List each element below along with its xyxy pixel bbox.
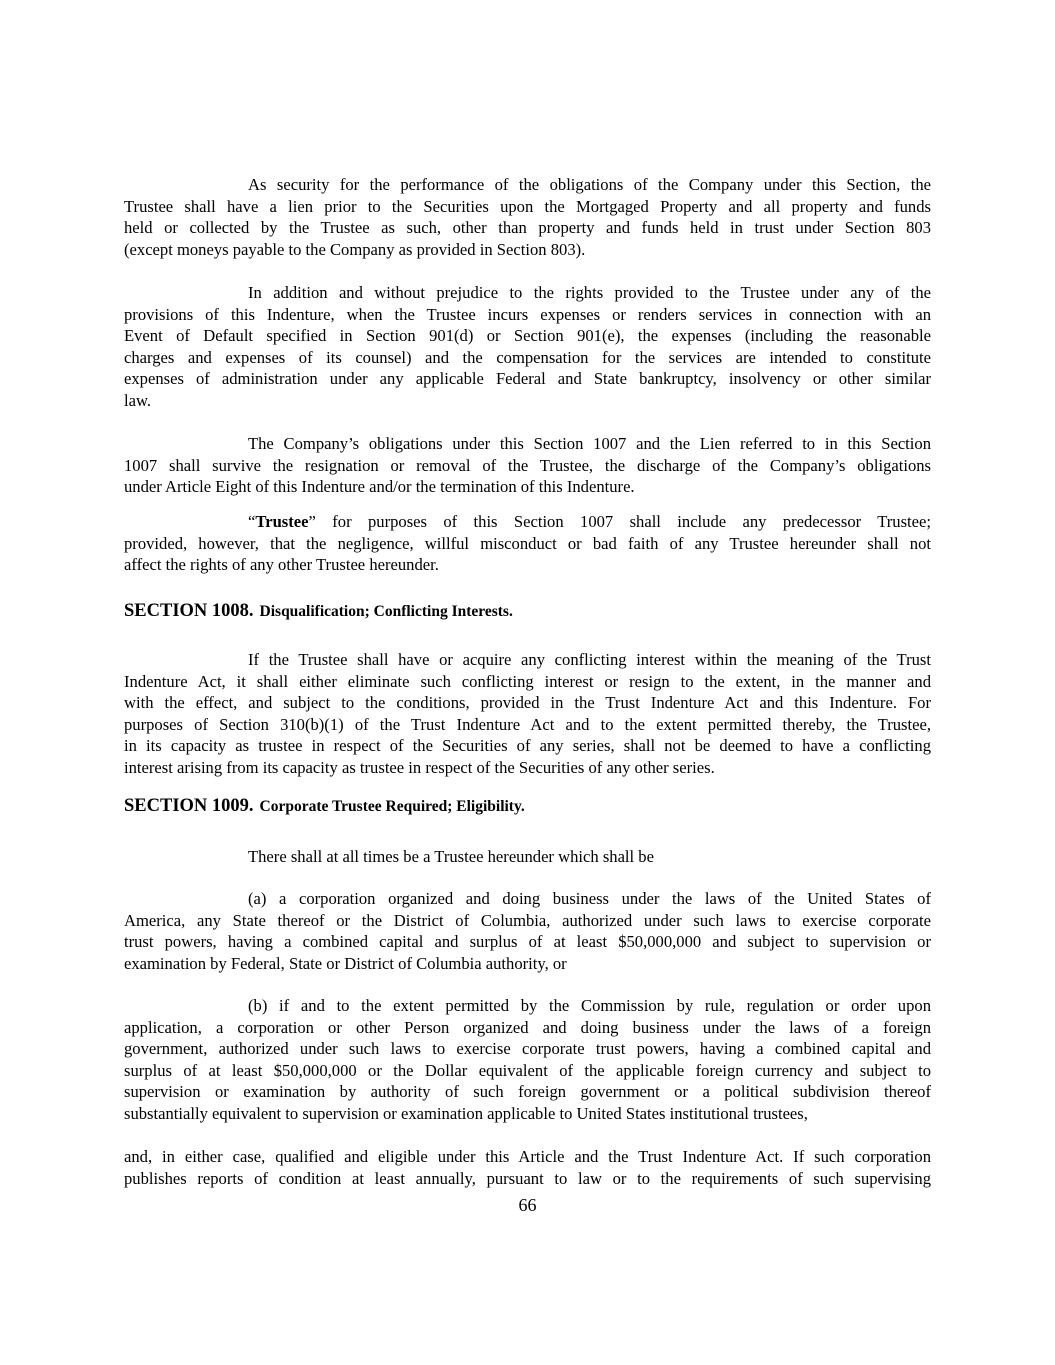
text-line-rest: ” for purposes of this Section 1007 shall include any predecessor Trustee; <box>308 512 931 531</box>
text-line: If the Trustee shall have or acquire any conflicting interest within the meaning of the Trust <box>248 650 931 669</box>
text-line: charges and expenses of its counsel) and the compensation for the services are intended to constitute <box>124 347 931 367</box>
text-line: law. <box>124 390 152 410</box>
section-title: Disqualification; Conflicting Interests. <box>259 603 513 620</box>
text-line: government, authorized under such laws to exercise corporate trust powers, having a combined capital and <box>124 1039 931 1059</box>
defined-term: Trustee <box>255 512 309 531</box>
text-line: As security for the performance of the obligations of the Company under this Section, the <box>248 175 931 194</box>
text-line: 1007 shall survive the resignation or removal of the Trustee, the discharge of the Company’s obligations <box>124 455 931 475</box>
text-line <box>124 511 931 533</box>
text-line: and, in either case, qualified and eligible under this Article and the Trust Indenture Act. If such corporation <box>124 1147 931 1166</box>
text-line: (b) if and to the extent permitted by the Commission by rule, regulation or order upon <box>248 996 931 1015</box>
text-line: provided, however, that the negligence, willful misconduct or bad faith of any Trustee hereunder shall not <box>124 533 931 553</box>
paragraph-clause-a <box>124 888 931 974</box>
paragraph-expenses-administration <box>124 282 931 412</box>
paragraph-continuation <box>124 533 931 576</box>
section-number: SECTION 1008. <box>124 601 254 621</box>
text-line: trust powers, having a combined capital and surplus of at least $50,000,000 and subject to supervision or <box>124 932 931 952</box>
text-line: application, a corporation or other Person organized and doing business under the laws of a foreign <box>124 1017 931 1037</box>
section-1009-heading <box>124 796 525 817</box>
text-line: There shall at all times be a Trustee hereunder which shall be <box>248 847 654 866</box>
text-line: substantially equivalent to supervision or examination applicable to United States institutional trustees, <box>124 1103 808 1123</box>
paragraph-eligibility <box>124 1146 931 1189</box>
paragraph-conflicting-interest <box>124 649 931 779</box>
text-line: surplus of at least $50,000,000 or the Dollar equivalent of the applicable foreign currency and subject to <box>124 1060 931 1080</box>
text-line: Event of Default specified in Section 901(d) or Section 901(e), the expenses (including the reasonable <box>124 326 931 346</box>
section-number: SECTION 1009. <box>124 796 254 816</box>
text-line: expenses of administration under any applicable Federal and State bankruptcy, insolvency or other similar <box>124 369 931 389</box>
text-line: interest arising from its capacity as trustee in respect of the Securities of any other series. <box>124 757 715 777</box>
text-line: (a) a corporation organized and doing business under the laws of the United States of <box>248 889 931 908</box>
quote-mark: “ <box>248 512 256 531</box>
paragraph-obligations-survive <box>124 433 931 498</box>
text-line: publishes reports of condition at least annually, pursuant to law or to the requirements of such supervising <box>124 1168 931 1188</box>
section-title: Corporate Trustee Required; Eligibility. <box>259 798 525 815</box>
text-line: supervision or examination by authority of such foreign government or a political subdivision thereof <box>124 1082 931 1102</box>
text-line: The Company’s obligations under this Section 1007 and the Lien referred to in this Section <box>248 434 931 453</box>
text-line: examination by Federal, State or District of Columbia authority, or <box>124 953 567 973</box>
text-line: under Article Eight of this Indenture and/or the termination of this Indenture. <box>124 477 635 497</box>
text-line: in its capacity as trustee in respect of the Securities of any series, shall not be deemed to have a conflicting <box>124 736 931 756</box>
section-1008-heading <box>124 601 513 622</box>
paragraph-trustee-definition <box>124 511 931 576</box>
paragraph-clause-b <box>124 995 931 1125</box>
page-number: 66 <box>518 1195 537 1215</box>
paragraph-lien-security <box>124 174 931 260</box>
text-line: America, any State thereof or the District of Columbia, authorized under such laws to exercise corporate <box>124 910 931 930</box>
text-line: affect the rights of any other Trustee hereunder. <box>124 555 439 575</box>
paragraph-trustee-required <box>124 846 931 868</box>
text-line: with the effect, and subject to the conditions, provided in the Trust Indenture Act and this Indenture. For <box>124 693 931 713</box>
text-line: In addition and without prejudice to the rights provided to the Trustee under any of the <box>248 283 931 302</box>
text-line: Indenture Act, it shall either eliminate such conflicting interest or resign to the extent, in the manner and <box>124 671 931 691</box>
text-line: (except moneys payable to the Company as provided in Section 803). <box>124 239 586 259</box>
text-line: Trustee shall have a lien prior to the Securities upon the Mortgaged Property and all property and funds <box>124 196 931 216</box>
text-line: purposes of Section 310(b)(1) of the Trust Indenture Act and to the extent permitted thereby, the Trustee, <box>124 714 931 734</box>
text-line: held or collected by the Trustee as such, other than property and funds held in trust under Section 803 <box>124 218 931 238</box>
text-line: provisions of this Indenture, when the Trustee incurs expenses or renders services in connection with an <box>124 304 931 324</box>
